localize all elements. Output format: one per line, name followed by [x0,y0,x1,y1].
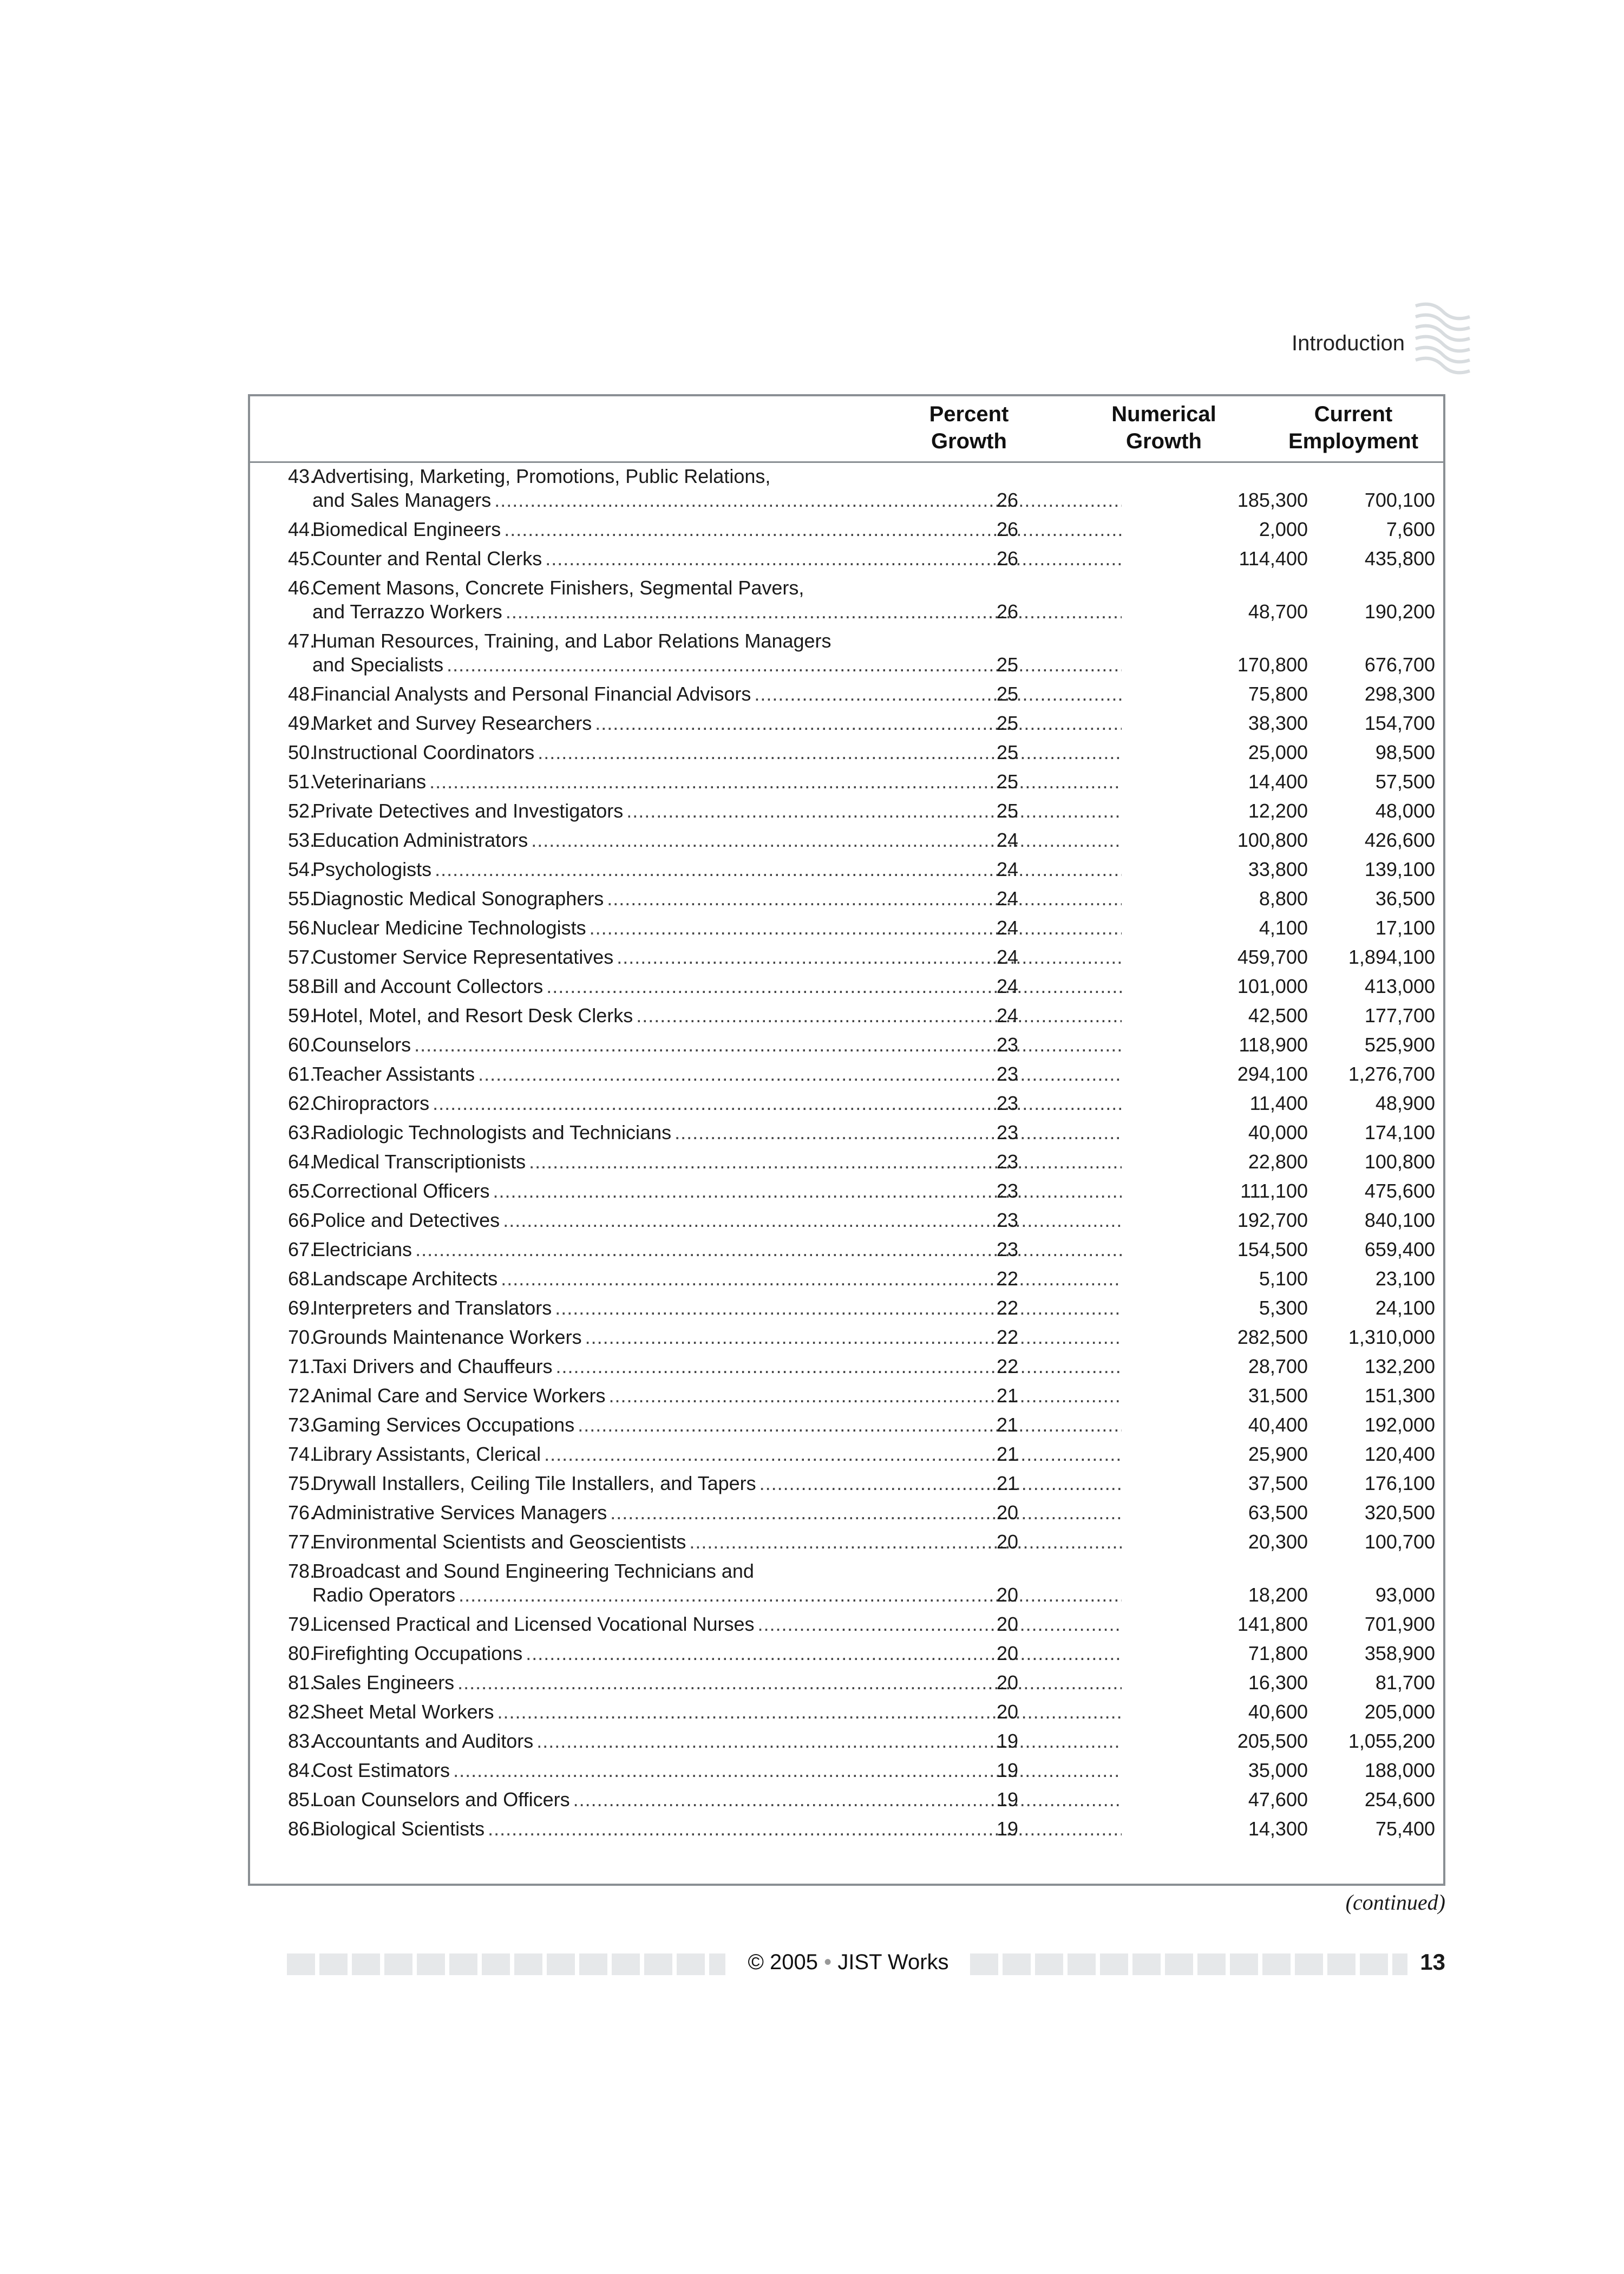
percent-growth-value: 21 [996,1443,1019,1465]
occupation-name-line: Broadcast and Sound Engineering Technicians and [312,1560,754,1582]
table-body [250,465,1443,1846]
table-row [250,1442,1443,1472]
percent-growth-value: 24 [996,1004,1019,1027]
table-row [250,576,1443,629]
occupation-name-line: Teacher Assistants ..... [312,1062,1122,1086]
col-header-numerical-growth: Numerical Growth [1111,402,1216,453]
table-row [250,945,1443,975]
table-row [250,828,1443,858]
table-row [250,1267,1443,1296]
percent-growth-value: 20 [996,1501,1019,1524]
occupation-name-line: Private Detectives and Investigators ..... [312,799,1122,823]
current-employment-value: 24,100 [1375,1297,1435,1319]
occupation-name-line: Radiologic Technologists and Technicians ..... [312,1121,1122,1145]
row-number: 59. [287,1004,315,1027]
percent-growth-value: 19 [996,1730,1019,1752]
current-employment-value: 701,900 [1364,1613,1435,1635]
percent-growth-value: 22 [996,1267,1019,1290]
footer [287,1950,1407,1975]
occupation-name-line: Counselors ..... [312,1033,1122,1057]
percent-growth-value: 20 [996,1584,1019,1606]
occupation-name-line: Psychologists ..... [312,858,1122,881]
table-row [250,1384,1443,1413]
percent-growth-value: 20 [996,1531,1019,1553]
table-row [250,1208,1443,1238]
row-number: 55. [287,887,315,910]
row-number: 67. [287,1238,315,1260]
numerical-growth-value: 31,500 [1248,1384,1308,1407]
continued-note: (continued) [1345,1890,1445,1914]
occupation-name-line: Advertising, Marketing, Promotions, Public Relations, [312,465,771,487]
percent-growth-value: 23 [996,1238,1019,1260]
current-employment-value: 48,000 [1375,800,1435,822]
percent-growth-value: 19 [996,1788,1019,1811]
table-row [250,1788,1443,1817]
numerical-growth-value: 25,900 [1248,1443,1308,1465]
occupation-name-line: Human Resources, Training, and Labor Relations Managers [312,630,831,652]
percent-growth-value: 23 [996,1092,1019,1114]
occupation-name-line: Customer Service Representatives ..... [312,945,1122,969]
percent-growth-value: 26 [996,547,1019,570]
table-row [250,1530,1443,1559]
table-row [250,1238,1443,1267]
row-number: 44. [287,518,315,540]
row-number: 81. [287,1671,315,1694]
table-row [250,1642,1443,1671]
occupation-name-line: Accountants and Auditors ..... [312,1729,1122,1753]
current-employment-value: 100,700 [1364,1531,1435,1553]
percent-growth-value: 20 [996,1642,1019,1664]
row-number: 82. [287,1701,315,1723]
current-employment-value: 151,300 [1364,1384,1435,1407]
occupation-name-line: Loan Counselors and Officers ..... [312,1788,1122,1812]
row-number: 83. [287,1730,315,1752]
percent-growth-value: 26 [996,489,1019,511]
numerical-growth-value: 38,300 [1248,712,1308,734]
occupation-name-line: Biomedical Engineers ..... [312,518,1122,541]
occupation-name-line: Cement Masons, Concrete Finishers, Segmental Pavers, [312,577,804,599]
numerical-growth-value: 18,200 [1248,1584,1308,1606]
row-number: 63. [287,1121,315,1143]
numerical-growth-value: 63,500 [1248,1501,1308,1524]
numerical-growth-value: 154,500 [1237,1238,1308,1260]
row-number: 48. [287,683,315,705]
row-number: 73. [287,1414,315,1436]
occupation-name-line: Library Assistants, Clerical ..... [312,1442,1122,1466]
occupation-name-line: Interpreters and Translators ..... [312,1296,1122,1320]
occupation-name-line: Electricians ..... [312,1238,1122,1262]
numerical-growth-value: 5,300 [1259,1297,1308,1319]
occupation-name-line: Counter and Rental Clerks ..... [312,547,1122,571]
row-number: 43. [287,465,315,487]
numerical-growth-value: 35,000 [1248,1759,1308,1781]
table-row [250,1472,1443,1501]
percent-growth-value: 24 [996,887,1019,910]
percent-growth-value: 25 [996,800,1019,822]
current-employment-value: 48,900 [1375,1092,1435,1114]
current-employment-value: 205,000 [1364,1701,1435,1723]
current-employment-value: 132,200 [1364,1355,1435,1377]
occupation-name-line: Veterinarians ..... [312,770,1122,794]
percent-growth-value: 25 [996,712,1019,734]
percent-growth-value: 20 [996,1613,1019,1635]
table-row [250,1296,1443,1325]
current-employment-value: 840,100 [1364,1209,1435,1231]
percent-growth-value: 25 [996,770,1019,793]
current-employment-value: 81,700 [1375,1671,1435,1694]
percent-growth-value: 19 [996,1759,1019,1781]
current-employment-value: 192,000 [1364,1414,1435,1436]
percent-growth-value: 25 [996,741,1019,763]
current-employment-value: 98,500 [1375,741,1435,763]
table-row [250,1325,1443,1355]
current-employment-value: 177,700 [1364,1004,1435,1027]
current-employment-value: 36,500 [1375,887,1435,910]
occupation-name-line: Correctional Officers ..... [312,1179,1122,1203]
row-number: 51. [287,770,315,793]
current-employment-value: 426,600 [1364,829,1435,851]
numerical-growth-value: 459,700 [1237,946,1308,968]
row-number: 54. [287,858,315,880]
numerical-growth-value: 294,100 [1237,1063,1308,1085]
row-number: 66. [287,1209,315,1231]
current-employment-value: 17,100 [1375,917,1435,939]
numerical-growth-value: 4,100 [1259,917,1308,939]
row-number: 68. [287,1267,315,1290]
occupation-name-line: Education Administrators ..... [312,828,1122,852]
table-row [250,682,1443,711]
numerical-growth-value: 192,700 [1237,1209,1308,1231]
percent-growth-value: 19 [996,1818,1019,1840]
occupation-name-line: Diagnostic Medical Sonographers ..... [312,887,1122,911]
occupation-name-line: Medical Transcriptionists ..... [312,1150,1122,1174]
table-row [250,629,1443,682]
occupation-name-line: and Terrazzo Workers ..... [312,600,1122,624]
occupation-name-line: Animal Care and Service Workers ..... [312,1384,1122,1408]
occupation-name-line: and Specialists ..... [312,653,1122,677]
table-row [250,887,1443,916]
occupation-name-line: Sheet Metal Workers ..... [312,1700,1122,1724]
numerical-growth-value: 22,800 [1248,1151,1308,1173]
occupation-name-line: Cost Estimators ..... [312,1759,1122,1782]
numerical-growth-value: 141,800 [1237,1613,1308,1635]
occupation-name-line: Licensed Practical and Licensed Vocational Nurses ..... [312,1612,1122,1636]
table-row [250,975,1443,1004]
row-number: 74. [287,1443,315,1465]
current-employment-value: 676,700 [1364,654,1435,676]
percent-growth-value: 21 [996,1414,1019,1436]
numerical-growth-value: 5,100 [1259,1267,1308,1290]
row-number: 64. [287,1151,315,1173]
table-row [250,1729,1443,1759]
current-employment-value: 659,400 [1364,1238,1435,1260]
percent-growth-value: 20 [996,1671,1019,1694]
row-number: 86. [287,1818,315,1840]
occupation-name-line: Drywall Installers, Ceiling Tile Installers, and Tapers ..... [312,1472,1122,1495]
row-number: 76. [287,1501,315,1524]
row-number: 78. [287,1560,315,1582]
table-row [250,1817,1443,1846]
percent-growth-value: 23 [996,1063,1019,1085]
table-row [250,916,1443,945]
current-employment-value: 75,400 [1375,1818,1435,1840]
numerical-growth-value: 40,600 [1248,1701,1308,1723]
row-number: 79. [287,1613,315,1635]
numerical-growth-value: 2,000 [1259,518,1308,540]
numerical-growth-value: 111,100 [1240,1180,1308,1202]
row-number: 77. [287,1531,315,1553]
numerical-growth-value: 101,000 [1237,975,1308,997]
numerical-growth-value: 40,400 [1248,1414,1308,1436]
numerical-growth-value: 47,600 [1248,1788,1308,1811]
current-employment-value: 1,276,700 [1348,1063,1435,1085]
footer-stars-decoration [287,1953,725,1975]
occupation-name-line: Biological Scientists ..... [312,1817,1122,1841]
percent-growth-value: 25 [996,683,1019,705]
percent-growth-value: 21 [996,1384,1019,1407]
percent-growth-value: 25 [996,654,1019,676]
percent-growth-value: 24 [996,917,1019,939]
occupation-name-line: Landscape Architects ..... [312,1267,1122,1291]
current-employment-value: 190,200 [1364,600,1435,623]
current-employment-value: 298,300 [1364,683,1435,705]
current-employment-value: 120,400 [1364,1443,1435,1465]
table-row [250,518,1443,547]
percent-growth-value: 26 [996,600,1019,623]
row-number: 47. [287,630,315,652]
table-row [250,1004,1443,1033]
current-employment-value: 7,600 [1386,518,1435,540]
header-rule [250,461,1443,463]
table-row [250,1413,1443,1442]
occupation-name-line: Radio Operators ..... [312,1583,1122,1607]
current-employment-value: 174,100 [1364,1121,1435,1143]
row-number: 53. [287,829,315,851]
row-number: 57. [287,946,315,968]
numerical-growth-value: 28,700 [1248,1355,1308,1377]
percent-growth-value: 24 [996,858,1019,880]
current-employment-value: 188,000 [1364,1759,1435,1781]
occupation-name-line: Administrative Services Managers ..... [312,1501,1122,1525]
row-number: 62. [287,1092,315,1114]
row-number: 60. [287,1034,315,1056]
numerical-growth-value: 185,300 [1237,489,1308,511]
percent-growth-value: 23 [996,1034,1019,1056]
numerical-growth-value: 33,800 [1248,858,1308,880]
percent-growth-value: 22 [996,1297,1019,1319]
occupation-name-line: Sales Engineers ..... [312,1671,1122,1695]
numerical-growth-value: 282,500 [1237,1326,1308,1348]
table-row [250,465,1443,518]
table-row [250,547,1443,576]
row-number: 84. [287,1759,315,1781]
footer-stars-decoration [970,1953,1407,1975]
current-employment-value: 154,700 [1364,712,1435,734]
table-row [250,1612,1443,1642]
current-employment-value: 57,500 [1375,770,1435,793]
percent-growth-value: 23 [996,1121,1019,1143]
row-number: 69. [287,1297,315,1319]
table-row [250,1033,1443,1062]
percent-growth-value: 23 [996,1180,1019,1202]
numerical-growth-value: 42,500 [1248,1004,1308,1027]
row-number: 72. [287,1384,315,1407]
numerical-growth-value: 25,000 [1248,741,1308,763]
numerical-growth-value: 75,800 [1248,683,1308,705]
row-number: 61. [287,1063,315,1085]
row-number: 65. [287,1180,315,1202]
table-row [250,1121,1443,1150]
col-header-current-employment: Current Employment [1288,402,1419,453]
occupation-name-line: Hotel, Motel, and Resort Desk Clerks ..... [312,1004,1122,1028]
current-employment-value: 1,310,000 [1348,1326,1435,1348]
table-row [250,1671,1443,1700]
row-number: 45. [287,547,315,570]
percent-growth-value: 22 [996,1355,1019,1377]
current-employment-value: 176,100 [1364,1472,1435,1494]
table-row [250,1559,1443,1612]
numerical-growth-value: 12,200 [1248,800,1308,822]
occupation-name-line: Financial Analysts and Personal Financial Advisors ..... [312,682,1122,706]
current-employment-value: 100,800 [1364,1151,1435,1173]
row-number: 71. [287,1355,315,1377]
percent-growth-value: 24 [996,946,1019,968]
current-employment-value: 700,100 [1364,489,1435,511]
table-row [250,858,1443,887]
occupation-name-line: Nuclear Medicine Technologists ..... [312,916,1122,940]
current-employment-value: 1,055,200 [1348,1730,1435,1752]
current-employment-value: 525,900 [1364,1034,1435,1056]
occupation-name-line: Grounds Maintenance Workers ..... [312,1325,1122,1349]
numerical-growth-value: 40,000 [1248,1121,1308,1143]
table-row [250,1355,1443,1384]
row-number: 56. [287,917,315,939]
numerical-growth-value: 114,400 [1239,547,1308,570]
table-row [250,1759,1443,1788]
row-number: 58. [287,975,315,997]
percent-growth-value: 26 [996,518,1019,540]
occupation-name-line: Instructional Coordinators ..... [312,741,1122,764]
current-employment-value: 358,900 [1364,1642,1435,1664]
numerical-growth-value: 14,400 [1248,770,1308,793]
percent-growth-value: 20 [996,1701,1019,1723]
occupation-name-line: Chiropractors ..... [312,1092,1122,1115]
percent-growth-value: 24 [996,829,1019,851]
page-number: 13 [1420,1949,1445,1975]
percent-growth-value: 21 [996,1472,1019,1494]
table-row [250,711,1443,741]
row-number: 75. [287,1472,315,1494]
numerical-growth-value: 48,700 [1248,600,1308,623]
occupation-name-line: Environmental Scientists and Geoscientists ..... [312,1530,1122,1554]
row-number: 70. [287,1326,315,1348]
occupation-name-line: Market and Survey Researchers ..... [312,711,1122,735]
occupation-name-line: Bill and Account Collectors ..... [312,975,1122,998]
table-row [250,799,1443,828]
numerical-growth-value: 11,400 [1249,1092,1308,1114]
table-row [250,1700,1443,1729]
col-header-percent-growth: Percent Growth [929,402,1009,453]
percent-growth-value: 23 [996,1151,1019,1173]
row-number: 49. [287,712,315,734]
occupation-name-line: Police and Detectives ..... [312,1208,1122,1232]
current-employment-value: 1,894,100 [1348,946,1435,968]
current-employment-value: 320,500 [1364,1501,1435,1524]
table-row [250,1501,1443,1530]
current-employment-value: 254,600 [1364,1788,1435,1811]
percent-growth-value: 24 [996,975,1019,997]
row-number: 52. [287,800,315,822]
current-employment-value: 139,100 [1364,858,1435,880]
numerical-growth-value: 14,300 [1248,1818,1308,1840]
numerical-growth-value: 71,800 [1248,1642,1308,1664]
row-number: 85. [287,1788,315,1811]
current-employment-value: 23,100 [1375,1267,1435,1290]
numerical-growth-value: 205,500 [1237,1730,1308,1752]
occupation-name-line: Gaming Services Occupations ..... [312,1413,1122,1437]
current-employment-value: 413,000 [1364,975,1435,997]
numerical-growth-value: 16,300 [1248,1671,1308,1694]
table-row [250,1092,1443,1121]
numerical-growth-value: 170,800 [1237,654,1308,676]
percent-growth-value: 22 [996,1326,1019,1348]
table-row [250,741,1443,770]
occupation-name-line: Taxi Drivers and Chauffeurs ..... [312,1355,1122,1378]
footer-copyright: © 2005 • JIST Works [748,1950,949,1974]
section-title: Introduction [1291,331,1405,355]
current-employment-value: 93,000 [1375,1584,1435,1606]
table-row [250,1179,1443,1208]
table-row [250,1062,1443,1092]
table-row [250,770,1443,799]
row-number: 80. [287,1642,315,1664]
numerical-growth-value: 20,300 [1248,1531,1308,1553]
occupation-name-line: and Sales Managers ..... [312,488,1122,512]
numerical-growth-value: 100,800 [1237,829,1308,851]
row-number: 50. [287,741,315,763]
table-row [250,1150,1443,1179]
percent-growth-value: 23 [996,1209,1019,1231]
row-number: 46. [287,577,315,599]
current-employment-value: 475,600 [1364,1180,1435,1202]
numerical-growth-value: 37,500 [1248,1472,1308,1494]
flag-icon [1410,300,1475,382]
numerical-growth-value: 118,900 [1239,1034,1308,1056]
current-employment-value: 435,800 [1364,547,1435,570]
numerical-growth-value: 8,800 [1259,887,1308,910]
occupation-name-line: Firefighting Occupations ..... [312,1642,1122,1665]
